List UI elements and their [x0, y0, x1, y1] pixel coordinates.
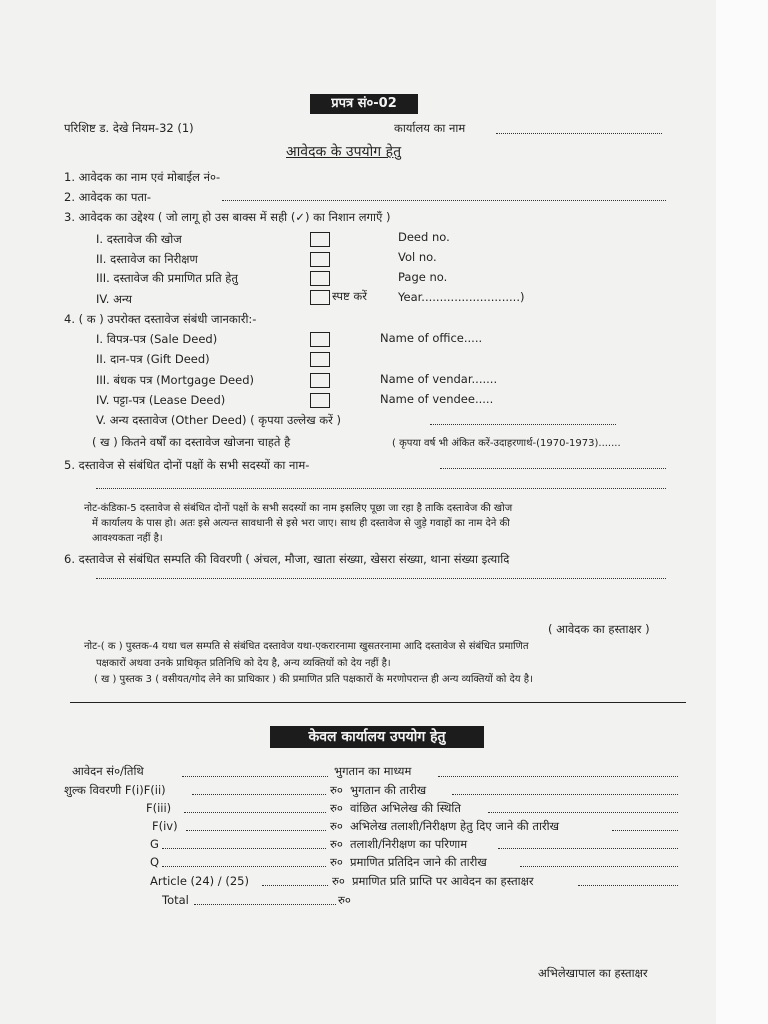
q3-option-search: I. दस्तावेज की खोज	[96, 232, 182, 246]
q4b-years: ( ख ) कितने वर्षों का दस्तावेज खोजना चाहते है	[92, 435, 291, 449]
fee-fi-fii-line[interactable]	[192, 794, 326, 795]
name-of-vendee-label: Name of vendee.....	[380, 392, 494, 406]
note1-line2: में कार्यालय के पास हो। अतः इसे अत्यन्त सावधानी से इसे भरा जाए। साथ ही दस्तावेज से जुड़े गवाहों का नाम देने की	[92, 518, 510, 529]
party-members-line-2[interactable]	[96, 488, 666, 489]
year-label: Year...........................)	[398, 290, 525, 304]
rupee-4: रु०	[330, 837, 343, 851]
q1-name-mobile: 1. आवेदक का नाम एवं मोबाईल नं०-	[64, 170, 221, 184]
address-line[interactable]	[222, 200, 666, 201]
name-of-office-label: Name of office.....	[380, 331, 483, 345]
receipt-signature-line[interactable]	[578, 885, 678, 886]
total-label: Total	[162, 893, 189, 907]
name-of-vendar-label: Name of vendar.......	[380, 372, 498, 386]
checkbox-gift-deed[interactable]	[310, 352, 330, 367]
fee-fiv-line[interactable]	[186, 830, 326, 831]
record-keeper-signature-label: अभिलेखापाल का हस्ताक्षर	[538, 966, 648, 980]
q3-other-note: स्पष्ट करें	[332, 289, 367, 303]
record-status-label: वांछित अभिलेख की स्थिति	[350, 801, 461, 815]
fee-q-line[interactable]	[162, 866, 326, 867]
note1-line3: आवश्यकता नहीं है।	[92, 533, 163, 544]
q4-option-other: V. अन्य दस्तावेज (Other Deed) ( कृपया उल्लेख करें )	[96, 413, 341, 427]
applicant-signature-label: ( आवेदक का हस्ताक्षर )	[548, 622, 650, 636]
total-line[interactable]	[194, 904, 336, 905]
note2-line2: पक्षकारों अथवा उनके प्राधिकृत प्रतिनिधि को देय है, अन्य व्यक्तियों को देय नहीं है।	[96, 658, 391, 669]
rupee-1: रु०	[330, 783, 343, 797]
q6-property-details: 6. दस्तावेज से संबंधित सम्पति की विवरणी ( अंचल, मौजा, खाता संख्या, खेसरा संख्या, थाना संख्या इत्यादि	[64, 552, 510, 566]
deed-no-label: Deed no.	[398, 230, 450, 244]
fee-q-label: Q	[150, 855, 160, 869]
payment-date-line[interactable]	[452, 794, 678, 795]
checkbox-search[interactable]	[310, 232, 330, 247]
q4b-year-note: ( कृपया वर्ष भी अंकित करें-उदाहरणार्थ-(1970-1973).......	[392, 438, 621, 449]
q3-option-other: IV. अन्य	[96, 292, 132, 306]
record-status-line[interactable]	[488, 812, 678, 813]
search-result-line[interactable]	[498, 848, 678, 849]
q5-party-members: 5. दस्तावेज से संबंधित दोनों पक्षों के सभी सदस्यों का नाम-	[64, 458, 310, 472]
q3-purpose: 3. आवेदक का उद्देश्य ( जो लागू हो उस बाक्स में सही (✓) का निशान लगाएँ )	[64, 210, 391, 224]
q4-option-mortgage: III. बंधक पत्र (Mortgage Deed)	[96, 373, 254, 387]
q4-option-gift: II. दान-पत्र (Gift Deed)	[96, 352, 210, 366]
fee-g-line[interactable]	[162, 848, 326, 849]
certified-copy-date-label: प्रमाणित प्रतिदिन जाने की तारीख	[350, 855, 487, 869]
article-label: Article (24) / (25)	[150, 874, 249, 888]
rupee-7: रु०	[338, 893, 351, 907]
checkbox-inspection[interactable]	[310, 252, 330, 267]
search-date-label: अभिलेख तलाशी/निरीक्षण हेतु दिए जाने की तारीख	[350, 819, 560, 833]
checkbox-sale-deed[interactable]	[310, 332, 330, 347]
checkbox-lease-deed[interactable]	[310, 393, 330, 408]
application-no-line[interactable]	[182, 776, 328, 777]
fee-fiii-label: F(iii)	[146, 801, 172, 815]
application-no-date-label: आवेदन सं०/तिथि	[72, 764, 144, 778]
note1-line1: नोट-कंडिका-5 दस्तावेज से संबंधित दोनों पक्षों के सभी सदस्यों का नाम इसलिए पूछा जा रहा है ताकि दस्तावेज की खोज	[84, 503, 513, 514]
background-edge	[716, 0, 768, 1024]
search-result-label: तलाशी/निरीक्षण का परिणाम	[350, 837, 468, 851]
other-deed-line[interactable]	[430, 424, 616, 425]
rupee-5: रु०	[330, 855, 343, 869]
office-name-label: कार्यालय का नाम	[394, 121, 466, 135]
form-number: प्रपत्र सं०-02	[310, 94, 418, 114]
rupee-6: रु०	[332, 874, 345, 888]
q3-option-inspection: II. दस्तावेज का निरीक्षण	[96, 252, 198, 266]
q3-option-certified-copy: III. दस्तावेज की प्रमाणित प्रति हेतु	[96, 271, 238, 285]
q4-option-lease: IV. पट्टा-पत्र (Lease Deed)	[96, 393, 226, 407]
fee-fi-fii-label: शुल्क विवरणी F(i)F(ii)	[64, 783, 166, 797]
fee-g-label: G	[150, 837, 159, 851]
vol-no-label: Vol no.	[398, 250, 437, 264]
receipt-signature-label: प्रमाणित प्रति प्राप्ति पर आवेदन का हस्ताक्षर	[352, 874, 534, 888]
certified-copy-date-line[interactable]	[520, 866, 678, 867]
note2-line1: नोट-( क ) पुस्तक-4 यथा चल सम्पति से संबंधित दस्तावेज यथा-एकरारनामा खुसतरनामा आदि दस्तावेज से संबंधित प्रमाणित	[84, 641, 529, 652]
payment-mode-line[interactable]	[438, 776, 678, 777]
page-no-label: Page no.	[398, 270, 448, 284]
checkbox-other[interactable]	[310, 290, 330, 305]
rupee-2: रु०	[330, 801, 343, 815]
office-use-title: केवल कार्यालय उपयोग हेतु	[270, 726, 484, 748]
rupee-3: रु०	[330, 819, 343, 833]
office-name-line[interactable]	[496, 133, 662, 134]
payment-mode-label: भुगतान का माध्यम	[334, 764, 412, 778]
section-title-applicant: आवेदक के उपयोग हेतु	[286, 144, 402, 160]
q2-address: 2. आवेदक का पता-	[64, 190, 152, 204]
search-date-line[interactable]	[612, 830, 678, 831]
appendix-reference: परिशिष्ट ड. देखे नियम-32 (1)	[64, 121, 194, 135]
checkbox-mortgage-deed[interactable]	[310, 373, 330, 388]
payment-date-label: भुगतान की तारीख	[350, 783, 427, 797]
article-line[interactable]	[262, 885, 328, 886]
section-divider	[70, 702, 686, 703]
fee-fiv-label: F(iv)	[152, 819, 178, 833]
party-members-line-1[interactable]	[440, 468, 666, 469]
q4a-deed-info: 4. ( क ) उपरोक्त दस्तावेज संबंधी जानकारी:-	[64, 312, 257, 326]
q4-option-sale: I. विपत्र-पत्र (Sale Deed)	[96, 332, 218, 346]
property-details-line[interactable]	[96, 578, 666, 579]
fee-fiii-line[interactable]	[184, 812, 326, 813]
note2-line3: ( ख ) पुस्तक 3 ( वसीयत/गोद लेने का प्राधिकार ) की प्रमाणित प्रति पक्षकारों के मरणोपरान्त ही अन्य व्यक्तियों को देय है।	[94, 674, 533, 685]
checkbox-certified-copy[interactable]	[310, 271, 330, 286]
